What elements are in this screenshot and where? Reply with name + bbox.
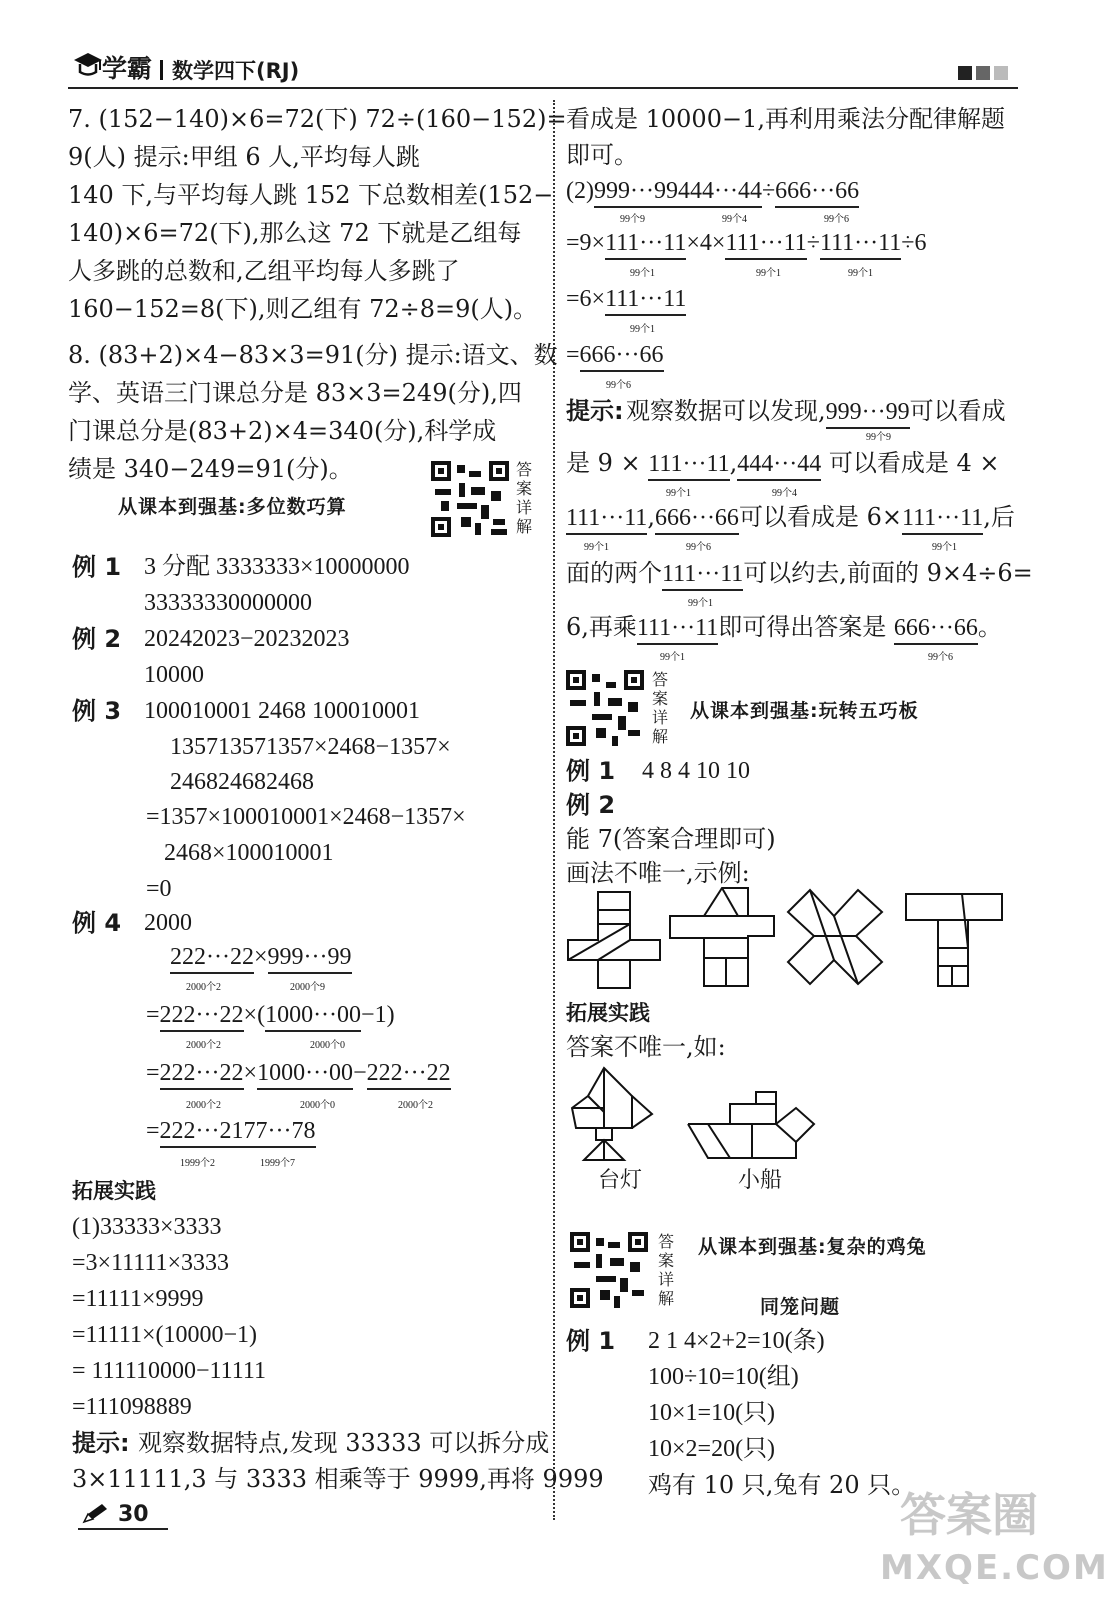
expand-line: (1)33333×3333 <box>72 1214 222 1240</box>
example-1-label: 例 1 <box>72 553 122 581</box>
count-label: 99个4 <box>722 214 747 225</box>
continued-text: 看成是 10000−1,再利用乘法分配律解题 <box>566 105 1005 133</box>
ex4-count-label: 2000个0 <box>300 1100 335 1111</box>
pentomino-figure-2 <box>668 886 776 990</box>
ex4-count-label: 2000个2 <box>186 1100 221 1111</box>
hint-text: 3×11111,3 与 3333 相乘等于 9999,再将 9999 <box>72 1465 604 1493</box>
header <box>68 48 1018 88</box>
ex4-row2: =222···22×(1000···00−1) <box>146 1000 395 1032</box>
hint-line-1: 观察数据可以发现,999···99可以看成 <box>626 396 1006 429</box>
q8-line: 门课总分是(83+2)×4=340(分),科学成 <box>68 417 497 445</box>
expand-line: =111098889 <box>72 1394 192 1420</box>
q8-line: 绩是 340−249=91(分)。 <box>68 455 353 483</box>
count-label: 99个6 <box>686 542 711 553</box>
s2-example-2-answer: 画法不唯一,示例: <box>566 859 750 887</box>
example-1-answer: 33333330000000 <box>144 590 312 616</box>
s2-example-2-label: 例 2 <box>566 791 616 819</box>
hint-label: 提示: <box>566 397 624 425</box>
s3-example-1-answer: 100÷10=10(组) <box>648 1364 799 1390</box>
footer-rule <box>78 1528 168 1530</box>
s3-example-1-answer: 2 1 4×2+2=10(条) <box>648 1328 825 1354</box>
header-square-3 <box>994 66 1008 80</box>
hint-line-4: 面的两个111···11可以约去,前面的 9×4÷6= <box>566 558 1033 591</box>
ex4-count-label: 2000个0 <box>310 1040 345 1051</box>
pentomino-figure-4 <box>902 890 1006 990</box>
watermark-text: 答案圈 <box>900 1488 1038 1542</box>
hint-label: 提示: <box>72 1429 130 1457</box>
example-3-answer: =1357×100010001×2468−1357× <box>146 804 466 830</box>
s3-example-1-answer: 10×1=10(只) <box>648 1400 776 1426</box>
header-rule <box>68 87 1018 89</box>
figure-caption-lamp: 台灯 <box>598 1168 643 1193</box>
ex4-count-label: 2000个2 <box>186 1040 221 1051</box>
hint-text: 观察数据特点,发现 33333 可以拆分成 <box>138 1429 550 1457</box>
example-2-label: 例 2 <box>72 625 122 653</box>
example-2-answer: 10000 <box>144 662 204 688</box>
q7-line: 140)×6=72(下),那么这 72 下就是乙组每 <box>68 219 522 247</box>
example-3-answer: =0 <box>146 876 172 902</box>
ex4-row4: =222···2177···78 <box>146 1116 316 1148</box>
page-number: 30 <box>118 1502 149 1527</box>
qr-caption: 答案详解 <box>651 670 668 746</box>
part2-row4: =666···66 <box>566 340 664 372</box>
s3-example-1-label: 例 1 <box>566 1327 616 1355</box>
section-title-multidigit: 从课本到强基:多位数巧算 <box>118 496 347 518</box>
count-label: 99个6 <box>824 214 849 225</box>
qr-code-icon[interactable] <box>566 670 646 748</box>
qr-caption: 答案详解 <box>515 460 532 536</box>
q7-line: 160−152=8(下),则乙组有 72÷8=9(人)。 <box>68 295 538 323</box>
hint-line-5: 6,再乘111···11即可得出答案是 666···66。 <box>566 612 1002 645</box>
count-label: 99个6 <box>606 380 631 391</box>
expand-line: = 111110000−11111 <box>72 1358 266 1384</box>
expand-line: =11111×(10000−1) <box>72 1322 258 1348</box>
header-divider <box>160 60 163 80</box>
q8-line: 学、英语三门课总分是 83×3=249(分),四 <box>68 379 522 407</box>
count-label: 99个1 <box>666 488 691 499</box>
watermark-url: MXQE.COM <box>880 1548 1109 1588</box>
count-label: 99个1 <box>932 542 957 553</box>
count-label: 99个1 <box>660 652 685 663</box>
section-title-chicken-rabbit: 从课本到强基:复杂的鸡兔 <box>698 1236 927 1258</box>
qr-code-icon[interactable] <box>430 460 510 538</box>
header-square-1 <box>958 66 972 80</box>
s2-example-1-answer: 4 8 4 10 10 <box>642 758 750 784</box>
header-square-2 <box>976 66 990 80</box>
q7-line: 9(人) 提示:甲组 6 人,平均每人跳 <box>68 143 420 171</box>
graduation-cap-icon <box>70 48 104 82</box>
example-4-answer: 2000 <box>144 910 192 936</box>
column-divider <box>553 100 555 1520</box>
count-label: 99个9 <box>866 432 891 443</box>
s2-expand-text: 答案不唯一,如: <box>566 1033 726 1061</box>
example-4-label: 例 4 <box>72 909 122 937</box>
example-3-answer: 2468×100010001 <box>164 840 334 866</box>
example-3-answer: 100010001 2468 100010001 <box>144 698 420 724</box>
part2-row1: (2)999···99444···44÷666···66 <box>566 176 859 208</box>
section-title-pentomino: 从课本到强基:玩转五巧板 <box>690 700 919 722</box>
example-3-answer: 135713571357×2468−1357× <box>170 734 451 760</box>
count-label: 99个1 <box>756 268 781 279</box>
expand-line: =11111×9999 <box>72 1286 204 1312</box>
hint-line-3: 111···11,666···66可以看成是 6×111···11,后 <box>566 502 1015 535</box>
brand-logo: 学霸 <box>102 54 153 83</box>
count-label: 99个1 <box>630 324 655 335</box>
example-3-answer: 246824682468 <box>170 769 314 795</box>
s2-expand-title: 拓展实践 <box>566 1001 650 1025</box>
ex4-count-label: 2000个2 <box>186 982 221 993</box>
s3-example-1-answer: 10×2=20(只) <box>648 1436 776 1462</box>
count-label: 99个1 <box>584 542 609 553</box>
count-label: 99个9 <box>620 214 645 225</box>
s3-example-1-answer: 鸡有 10 只,兔有 20 只。 <box>648 1471 916 1499</box>
ex4-count-label: 2000个2 <box>398 1100 433 1111</box>
part2-row3: =6×111···11 <box>566 284 686 316</box>
s2-example-2-answer: 能 7(答案合理即可) <box>566 825 776 853</box>
qr-caption: 答案详解 <box>657 1232 674 1308</box>
ex4-count-label: 1999个7 <box>260 1158 295 1169</box>
boat-figure <box>686 1090 816 1162</box>
hint-line-2: 是 9 × 111···11,444···44 可以看成是 4 × <box>566 448 999 481</box>
book-title: 数学四下(RJ) <box>172 59 300 83</box>
part2-row2: =9×111···11×4×111···11÷111···11÷6 <box>566 228 926 260</box>
expand-line: =3×11111×3333 <box>72 1250 230 1276</box>
ex4-count-label: 1999个2 <box>180 1158 215 1169</box>
pentomino-figure-3 <box>784 886 886 988</box>
example-3-label: 例 3 <box>72 697 122 725</box>
ex4-row3: =222···22×1000···00−222···22 <box>146 1058 451 1090</box>
count-label: 99个6 <box>928 652 953 663</box>
qr-code-icon[interactable] <box>570 1232 650 1310</box>
expand-practice-title: 拓展实践 <box>72 1179 156 1203</box>
ex4-count-label: 2000个9 <box>290 982 325 993</box>
count-label: 99个4 <box>772 488 797 499</box>
q7-line: 7. (152−140)×6=72(下) 72÷(160−152)= <box>68 105 567 133</box>
continued-text: 即可。 <box>566 141 638 169</box>
example-2-answer: 20242023−20232023 <box>144 626 350 652</box>
lamp-figure <box>568 1064 668 1164</box>
section-title-chicken-rabbit: 同笼问题 <box>760 1296 841 1318</box>
q8-line: 8. (83+2)×4−83×3=91(分) 提示:语文、数 <box>68 341 558 369</box>
pencil-icon <box>80 1502 110 1526</box>
s2-example-1-label: 例 1 <box>566 757 616 785</box>
ex4-row1: 222···22×999···99 <box>170 942 352 974</box>
figure-caption-boat: 小船 <box>738 1168 783 1193</box>
example-1-answer: 3 分配 3333333×10000000 <box>144 554 410 580</box>
pentomino-figure-1 <box>566 890 662 990</box>
count-label: 99个1 <box>688 598 713 609</box>
count-label: 99个1 <box>848 268 873 279</box>
q7-line: 人多跳的总数和,乙组平均每人多跳了 <box>68 257 460 285</box>
count-label: 99个1 <box>630 268 655 279</box>
q7-line: 140 下,与平均每人跳 152 下总数相差(152− <box>68 181 554 209</box>
